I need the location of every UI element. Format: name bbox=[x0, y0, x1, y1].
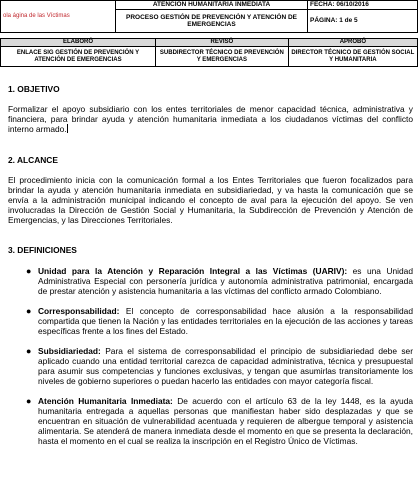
definition-item[interactable] bbox=[26, 306, 413, 336]
definition-term: Unidad para la Atención y Reparación Integral a las Víctimas (UARIV): bbox=[38, 266, 348, 276]
pagina-label: PÁGINA: 1 de 5 bbox=[308, 10, 418, 33]
document-header-table bbox=[0, 0, 418, 33]
org-logo bbox=[1, 1, 116, 33]
reviso-header: REVISÓ bbox=[156, 39, 289, 47]
aprobo-header: APROBÓ bbox=[288, 39, 417, 47]
objetivo-text[interactable]: Formalizar el apoyo subsidiario con los entes territoriales de menor capacidad técnica, administrativa y financiera, para brindar ayuda y atención humanitaria inmediata a los ciudadanos víctimas del conflicto interno armado. bbox=[8, 104, 413, 134]
definition-term: Atención Humanitaria Inmediata: bbox=[38, 396, 173, 406]
org-name: ola ágina de las Víctimas bbox=[3, 12, 70, 19]
fecha-label: FECHA: 06/10/2016 bbox=[308, 1, 418, 10]
definiciones-title: 3. DEFINICIONES bbox=[8, 245, 77, 255]
definition-term: Corresponsabilidad: bbox=[38, 306, 120, 316]
aprobo-value: DIRECTOR TÉCNICO DE GESTIÓN SOCIAL Y HUMANITARIA bbox=[288, 47, 417, 67]
alcance-text[interactable]: El procedimiento inicia con la comunicación formal a los Entes Territoriales que fueron focalizados para brindar la ayuda y atención humanitaria inmediata en subsidiariedad, y va hasta la comunicación que se envía a la administración municipal indicando el concepto de aval para la ejecución del apoyo. Se ven involucradas la Dirección de Gestión Social y Humanitaria, la Subdirección de Prevención y Atención de Emergencias, y las Direcciones Territoriales. bbox=[8, 175, 413, 225]
elaboro-value: ENLACE SIG GESTIÓN DE PREVENCIÓN Y ATENCIÓN DE EMERGENCIAS bbox=[1, 47, 156, 67]
document-body bbox=[8, 84, 413, 446]
definition-item[interactable] bbox=[26, 346, 413, 386]
definition-item[interactable] bbox=[26, 396, 414, 446]
objetivo-title: 1. OBJETIVO bbox=[8, 84, 60, 94]
bullet-icon: ● bbox=[26, 266, 32, 276]
bullet-icon: ● bbox=[26, 396, 32, 406]
definition-text: De acuerdo con el artículo 63 de la ley 1448, es la ayuda humanitaria entregada a aquellas personas que manifiestan haber sido desplazadas y que se encuentran en situación de vulnerabilidad acentuada y requieren de albergue temporal y asistencia alimentaria. Se atenderá de manera inmediata desde el momento en que se presenta la declaración, hasta el momento en el cual se realiza la inscripción en el Registro Único de Víctimas. bbox=[38, 396, 414, 446]
definition-text: Para el sistema de corresponsabilidad el principio de subsidiariedad debe ser aplicado cuando una entidad territorial carezca de capacidad administrativa, técnica y presupuestal para asumir sus competencias y funciones exclusivas, y tengan que asumirlas transitoriamente los niveles de gobierno superiores o puedan hacerlo las entidades con mayor categoría fiscal. bbox=[38, 346, 413, 386]
document-title: ATENCION HUMANITARIA INMEDIATA bbox=[116, 1, 308, 10]
definition-text: El concepto de corresponsabilidad hace alusión a la responsabilidad compartida que tienen la Nación y las entidades territoriales en la ejecución de las acciones y tareas específicas frente a los fines del Estado. bbox=[38, 306, 413, 336]
bullet-icon: ● bbox=[26, 346, 32, 356]
definition-text: es una Unidad Administrativa Especial con personería jurídica y autonomía administrativa patrimonial, encargada de prestar atención y asistencia humanitaria a las víctimas del conflicto armado Colombiano. bbox=[38, 266, 413, 296]
definitions-list bbox=[8, 266, 413, 446]
definition-term: Subsidiariedad: bbox=[38, 346, 101, 356]
process-title: PROCESO GESTIÓN DE PREVENCIÓN Y ATENCIÓN DE EMERGENCIAS bbox=[116, 10, 308, 33]
bullet-icon: ● bbox=[26, 306, 32, 316]
alcance-title: 2. ALCANCE bbox=[8, 155, 58, 165]
approval-roles-table bbox=[0, 38, 418, 67]
elaboro-header: ELABORÓ bbox=[1, 39, 156, 47]
definition-item[interactable] bbox=[26, 266, 413, 296]
reviso-value: SUBDIRECTOR TÉCNICO DE PREVENCIÓN Y EMERGENCIAS bbox=[156, 47, 289, 67]
text-cursor bbox=[67, 124, 68, 133]
